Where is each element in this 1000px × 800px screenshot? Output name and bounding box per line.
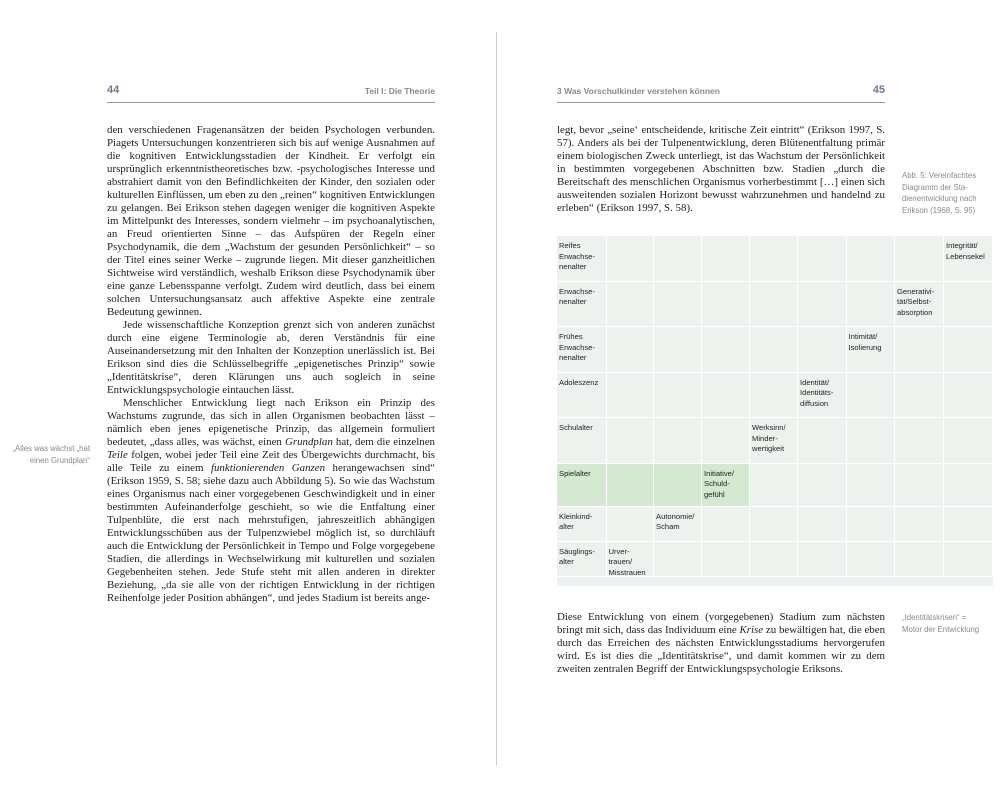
- grid-cell: [750, 282, 798, 328]
- cell-text-line: Spielalter: [559, 468, 591, 478]
- paragraph-identity-crisis: Diese Entwicklung von einem (vorgegebenen) Stadium zum nächsten bringt mit sich, dass das Individuum eine Krise zu bewältigen hat, die eben durch das Erreichen des nächsten Entwicklungsstadiums hervorgerufen wird. Es ist dies die „Identitätskrise“, und damit kommen wir zu dem zweiten zentralen Begriff der Entwicklungspsychologie Eriksons.: [557, 611, 886, 675]
- stage-label-cell: [557, 373, 607, 419]
- grid-cell: [654, 373, 702, 419]
- cell-text-line: Initiative/: [704, 468, 734, 478]
- margin-note-line: Motor der Entwicklung: [902, 624, 980, 634]
- cell-text-line: nenalter: [559, 262, 587, 271]
- cell-text-line: Scham: [656, 522, 680, 531]
- grid-cell: [798, 327, 847, 373]
- cell-text-line: Generativi-: [897, 286, 935, 296]
- cell-text-line: Lebensekel: [946, 251, 985, 261]
- margin-note-identitaetskrisen: [902, 612, 997, 635]
- grid-cell: [654, 418, 702, 464]
- erikson-stage-diagram: [557, 236, 993, 586]
- grid-cell: [944, 418, 993, 464]
- grid-cell: [798, 236, 847, 282]
- grid-cell: [847, 418, 896, 464]
- grid-cell: [702, 507, 750, 542]
- body-text-right-top: [557, 124, 885, 215]
- cell-text-line: Identitäts-: [800, 388, 834, 397]
- grid-cell: [607, 373, 655, 419]
- cell-text-line: Identität/: [800, 377, 830, 387]
- grid-cell: [944, 542, 993, 577]
- grid-cell: [607, 464, 655, 507]
- stage-label-cell: [557, 542, 607, 577]
- stage-label-cell: [557, 464, 607, 507]
- body-text-right-bottom: [557, 611, 885, 676]
- grid-cell: [702, 236, 750, 282]
- margin-note-line: „Identitätskrisen“ =: [902, 613, 967, 622]
- grid-cell: [750, 507, 798, 542]
- margin-note-line: „Alles was wächst „hat: [12, 444, 90, 453]
- cell-text-line: Isolierung: [848, 342, 882, 352]
- cell-text-line: wertigkeit: [752, 444, 785, 453]
- header-rule-left: [107, 102, 435, 103]
- grid-cell: [654, 236, 702, 282]
- caption-line: Erikson (1968, S. 95): [902, 205, 976, 215]
- grid-cell: [798, 282, 847, 328]
- grid-cell: [702, 327, 750, 373]
- grid-cell: [607, 507, 655, 542]
- body-text-left: [107, 124, 435, 605]
- grid-cell: [750, 236, 798, 282]
- paragraph-2: Jede wissenschaftliche Konzeption grenzt sich von anderen zunächst durch eine eigene Terminologie ab, deren Verständnis für eine Auseinandersetzung mit den Inhalten der Konzeption unerlässlich ist. Bei Erikson sind dies die Schlüsselbegriffe „epigenetisches Prinzip“ sowie „Identitätskrise“, deren Klärungen uns auch sogleich in seine Entwicklungspsychologie eintauchen lässt.: [107, 319, 435, 396]
- grid-cell: [607, 327, 655, 373]
- page-number-left: 44: [107, 84, 120, 96]
- grid-cell: [654, 464, 702, 507]
- caption-line: Abb. 5: Vereinfachtes: [902, 171, 977, 180]
- grid-cell: [702, 373, 750, 419]
- grid-cell: [607, 418, 655, 464]
- crisis-cell: [895, 282, 944, 328]
- cell-text-line: Adoleszenz: [559, 377, 599, 387]
- grid-cell: [798, 418, 847, 464]
- grid-cell: [702, 542, 750, 577]
- cell-text-line: Erwachse-: [559, 342, 595, 352]
- running-head-left: Teil I: Die Theorie: [364, 86, 435, 96]
- grid-cell: [895, 507, 944, 542]
- stage-label-cell: [557, 236, 607, 282]
- cell-text-line: Reifes: [559, 241, 581, 250]
- crisis-cell: [702, 464, 750, 507]
- grid-cell: [607, 282, 655, 328]
- header-rule-right: [557, 102, 885, 103]
- cell-text-line: Schulalter: [559, 423, 593, 432]
- grid-cell: [895, 327, 944, 373]
- crisis-cell: [607, 542, 655, 577]
- grid-cell: [895, 418, 944, 464]
- grid-cell: [750, 373, 798, 419]
- paragraph-continued: legt, bevor „seine‘ entscheidende, kritische Zeit eintritt“ (Erikson 1997, S. 57). Anders als bei der Tulpenentwicklung, deren Blütenentfaltung primär einem biologischen Zweck unterliegt, ist das Wachstum der Persönlichkeit in bestimmten vorgegebenen Abschnitten bzw. Stadien „durch die Bereitschaft des menschlichen Organismus vorherbestimmt […] einen sich ausweitenden sozialen Horizont bewusst wahrzunehmen und handelnd zu erleben“ (Erikson 1997, S. 58).: [557, 124, 885, 214]
- cell-text-line: alter: [559, 522, 574, 531]
- grid-cell: [654, 542, 702, 577]
- grid-cell: [750, 327, 798, 373]
- grid-cell: [798, 542, 847, 577]
- grid-cell: [847, 236, 896, 282]
- cell-text-line: gefühl: [704, 489, 725, 499]
- cell-text-line: Integrität/: [946, 241, 978, 250]
- grid-cell: [847, 464, 896, 507]
- stage-label-cell: [557, 327, 607, 373]
- cell-text-line: Intimität/: [848, 332, 878, 341]
- grid-cell: [944, 282, 993, 328]
- cell-text-line: Erwachse-: [559, 286, 595, 296]
- grid-cell: [895, 236, 944, 282]
- page-number-right: 45: [872, 84, 885, 96]
- stage-label-cell: [557, 418, 607, 464]
- grid-cell: [944, 327, 993, 373]
- cell-text-line: Erwachse-: [559, 251, 595, 261]
- stage-label-cell: [557, 282, 607, 328]
- cell-text-line: alter: [559, 557, 574, 566]
- grid-cell: [750, 464, 798, 507]
- paragraph-3: Menschlicher Entwicklung liegt nach Erikson ein Prinzip des Wachstums zugrunde, das sich in allen Organismen beobachten lässt – nämlich eben jenes epigenetische Prinzip, das allgemein formuliert bedeutet, „dass alles, was wächst, einen Grundplan hat, dem die einzelnen Teile folgen, wobei jeder Teil eine Zeit des Übergewichts durchmacht, bis alle Teile zu einem funktionierenden Ganzen herangewachsen sind“ (Erikson 1959, S. 58; siehe dazu auch Abbildung 5). So wie das Wachstum eines Organismus nach einer vorgegebenen Geschwindigkeit und in einer bestimmten Aufeinanderfolge geschieht, so wie die Entfaltung einer Tulpenblüte, die erst nach mehrstufigen, jahreszeitlich abhängigen Entwicklungsschüben aus der Tulpenzwiebel möglich ist, so durchläuft auch die Entwicklung der Persönlichkeit in Tempo und Folge vorgegebene Stadien, die allerdings in Wechselwirkung mit kulturellen und sozialen Gegebenheiten stehen. Jede Stufe steht mit allen anderen in direkter Beziehung, „da sie alle von der richtigen Entwicklung in der richtigen Reihenfolge jeder Position abhängen“, und jedes Stadium ist bereits ange-: [107, 397, 436, 604]
- cell-text-line: Minder-: [752, 433, 778, 443]
- grid-cell: [944, 464, 993, 507]
- grid-cell: [944, 373, 993, 419]
- cell-text-line: Werksinn/: [752, 423, 786, 432]
- grid-cell: [944, 507, 993, 542]
- grid-cell: [654, 282, 702, 328]
- grid-cell: [702, 282, 750, 328]
- crisis-cell: [847, 327, 896, 373]
- grid-cell: [847, 373, 896, 419]
- caption-line: dienentwicklung nach: [902, 194, 977, 203]
- cell-text-line: Säuglings-: [559, 546, 595, 556]
- paragraph-1: den verschiedenen Fragenansätzen der beiden Psychologen verbunden. Piagets Untersuchungen konzentrieren sich bis auf wenige Ausnahmen auf die kognitiven Entwicklungsstadien der Kindheit. Er verfolgt ein ursprünglich erkenntnistheoretisches bzw. -psychologisches Interesse und abstrahiert damit von den Befindlichkeiten der Kinder, den sozialen oder kulturellen Einflüssen, um eben zu den „reinen“ kognitiven Entwicklungen zu gelangen. Bei Erikson stehen dagegen weniger die kognitiven Aspekte im Mittelpunkt des Interesses, sondern vielmehr – im psychoanalytischen, an Freud orientierten Sinne – das Aufspüren der Regeln einer Psychodynamik, die dem „Wachstum der gesunden Persönlichkeit“ – so der Titel eines seiner Werke – zugrunde liegen. Mit dieser ganzheitlichen Sichtweise wird verständlich, weshalb Erikson diese Psychodynamik über eine ganze Lebensspanne verfolgt. Zudem wird deutlich, dass bei einem solchen Untersuchungsansatz auch affektive Aspekte eine zentrale Bedeutung gewinnen.: [107, 124, 435, 318]
- grid-cell: [798, 464, 847, 507]
- cell-text-line: trauen/: [608, 557, 633, 566]
- grid-cell: [895, 464, 944, 507]
- book-gutter: [496, 32, 497, 766]
- grid-cell: [702, 418, 750, 464]
- margin-note-grundplan: [0, 443, 90, 466]
- grid-cell: [847, 507, 896, 542]
- grid-cell: [895, 373, 944, 419]
- cell-text-line: Misstrauen: [608, 567, 646, 577]
- cell-text-line: absorption: [897, 307, 933, 317]
- cell-text-line: tät/Selbst-: [897, 297, 932, 306]
- caption-line: Diagramm der Sta-: [902, 182, 968, 192]
- cell-text-line: Urver-: [608, 546, 630, 556]
- grid-cell: [798, 507, 847, 542]
- crisis-cell: [944, 236, 993, 282]
- crisis-cell: [750, 418, 798, 464]
- grid-cell: [895, 542, 944, 577]
- cell-text-line: Frühes: [559, 332, 583, 341]
- figure-caption: [902, 170, 997, 216]
- cell-text-line: diffusion: [800, 398, 829, 408]
- crisis-cell: [654, 507, 702, 542]
- cell-text-line: nenalter: [559, 353, 587, 362]
- cell-text-line: Kleinkind-: [559, 511, 593, 521]
- grid-cell: [750, 542, 798, 577]
- cell-text-line: nenalter: [559, 297, 587, 306]
- crisis-cell: [798, 373, 847, 419]
- cell-text-line: Schuld-: [704, 479, 730, 488]
- margin-note-line: einen Grundplan“: [29, 455, 90, 465]
- grid-cell: [847, 542, 896, 577]
- grid-cell: [847, 282, 896, 328]
- grid-cell: [654, 327, 702, 373]
- grid-cell: [607, 236, 655, 282]
- running-head-right: 3 Was Vorschulkinder verstehen können: [557, 86, 720, 96]
- stage-label-cell: [557, 507, 607, 542]
- cell-text-line: Autonomie/: [656, 511, 695, 521]
